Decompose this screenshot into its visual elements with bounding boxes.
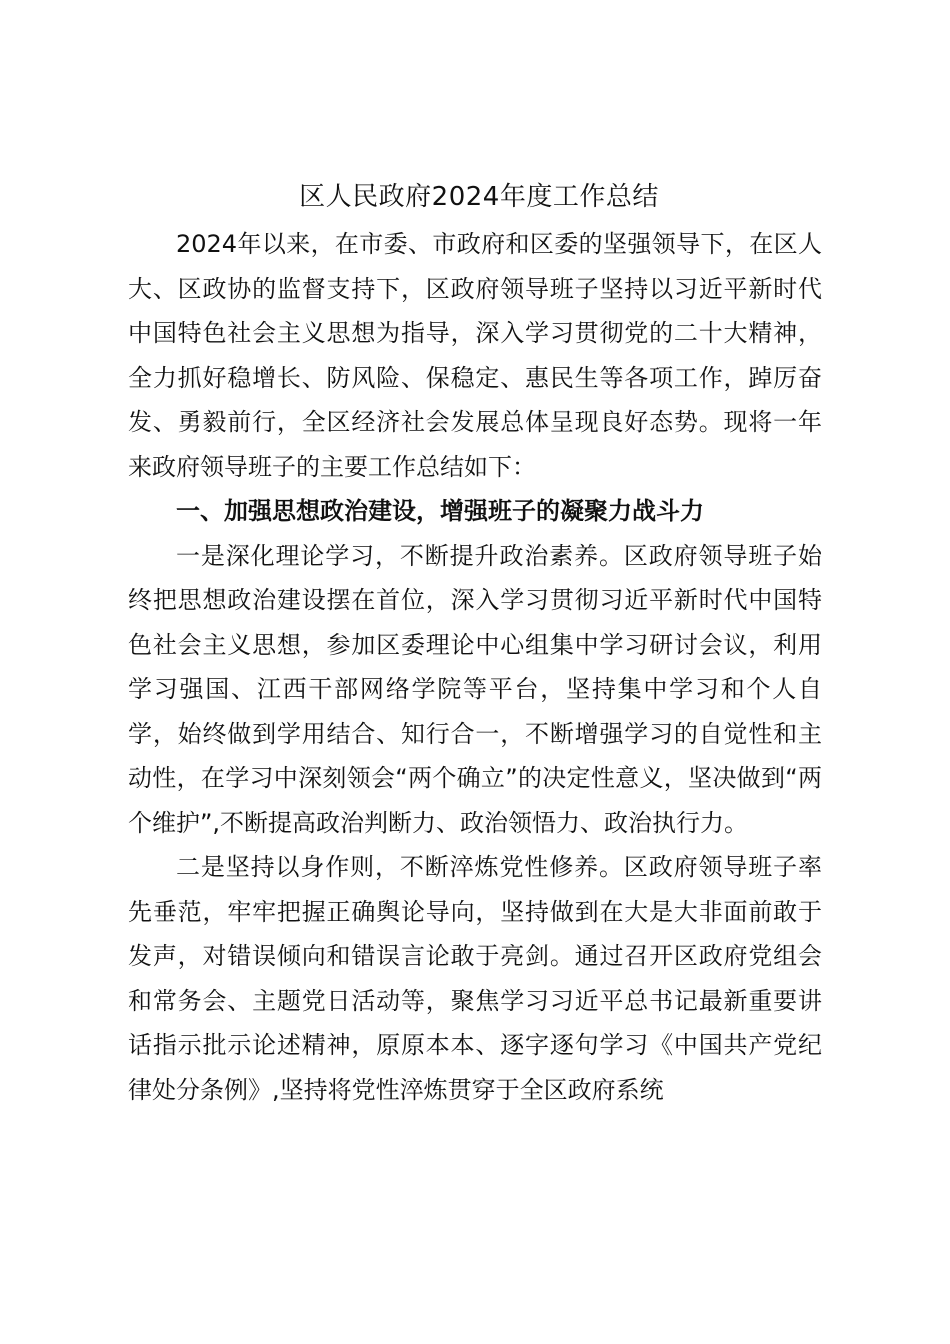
point-two-paragraph: 二是坚持以身作则，不断淬炼党性修养。区政府领导班子率先垂范，牢牢把握正确舆论导向，坚持做到在大是大非面前敢于发声，对错误倾向和错误言论敢于亮剑。通过召开区政府党组会和常务会、主题党日活动等，聚焦学习习近平总书记最新重要讲话指示批示论述精神，原原本本、逐字逐句学习《中国共产党纪律处分条例》,坚持将党性淬炼贯穿于全区政府系统 [128,853,822,1104]
intro-paragraph: 2024年以来，在市委、市政府和区委的坚强领导下，在区人大、区政协的监督支持下，区政府领导班子坚持以习近平新时代中国特色社会主义思想为指导，深入学习贯彻党的二十大精神，全力抓好稳增长、防风险、保稳定、惠民生等各项工作，踔厉奋发、勇毅前行，全区经济社会发展总体呈现良好态势。现将一年来政府领导班子的主要工作总结如下： [128,230,822,481]
section-heading: 一、加强思想政治建设，增强班子的凝聚力战斗力 [176,497,704,525]
document-title: 区人民政府2024年度工作总结 [299,182,659,212]
point-one-paragraph: 一是深化理论学习，不断提升政治素养。区政府领导班子始终把思想政治建设摆在首位，深入学习贯彻习近平新时代中国特色社会主义思想，参加区委理论中心组集中学习研讨会议，利用学习强国、江西干部网络学院等平台，坚持集中学习和个人自学，始终做到学用结合、知行合一，不断增强学习的自觉性和主动性，在学习中深刻领会“两个确立”的决定性意义，坚决做到“两个维护”,不断提高政治判断力、政治领悟力、政治执行力。 [128,541,822,837]
document-body [128,172,822,1112]
